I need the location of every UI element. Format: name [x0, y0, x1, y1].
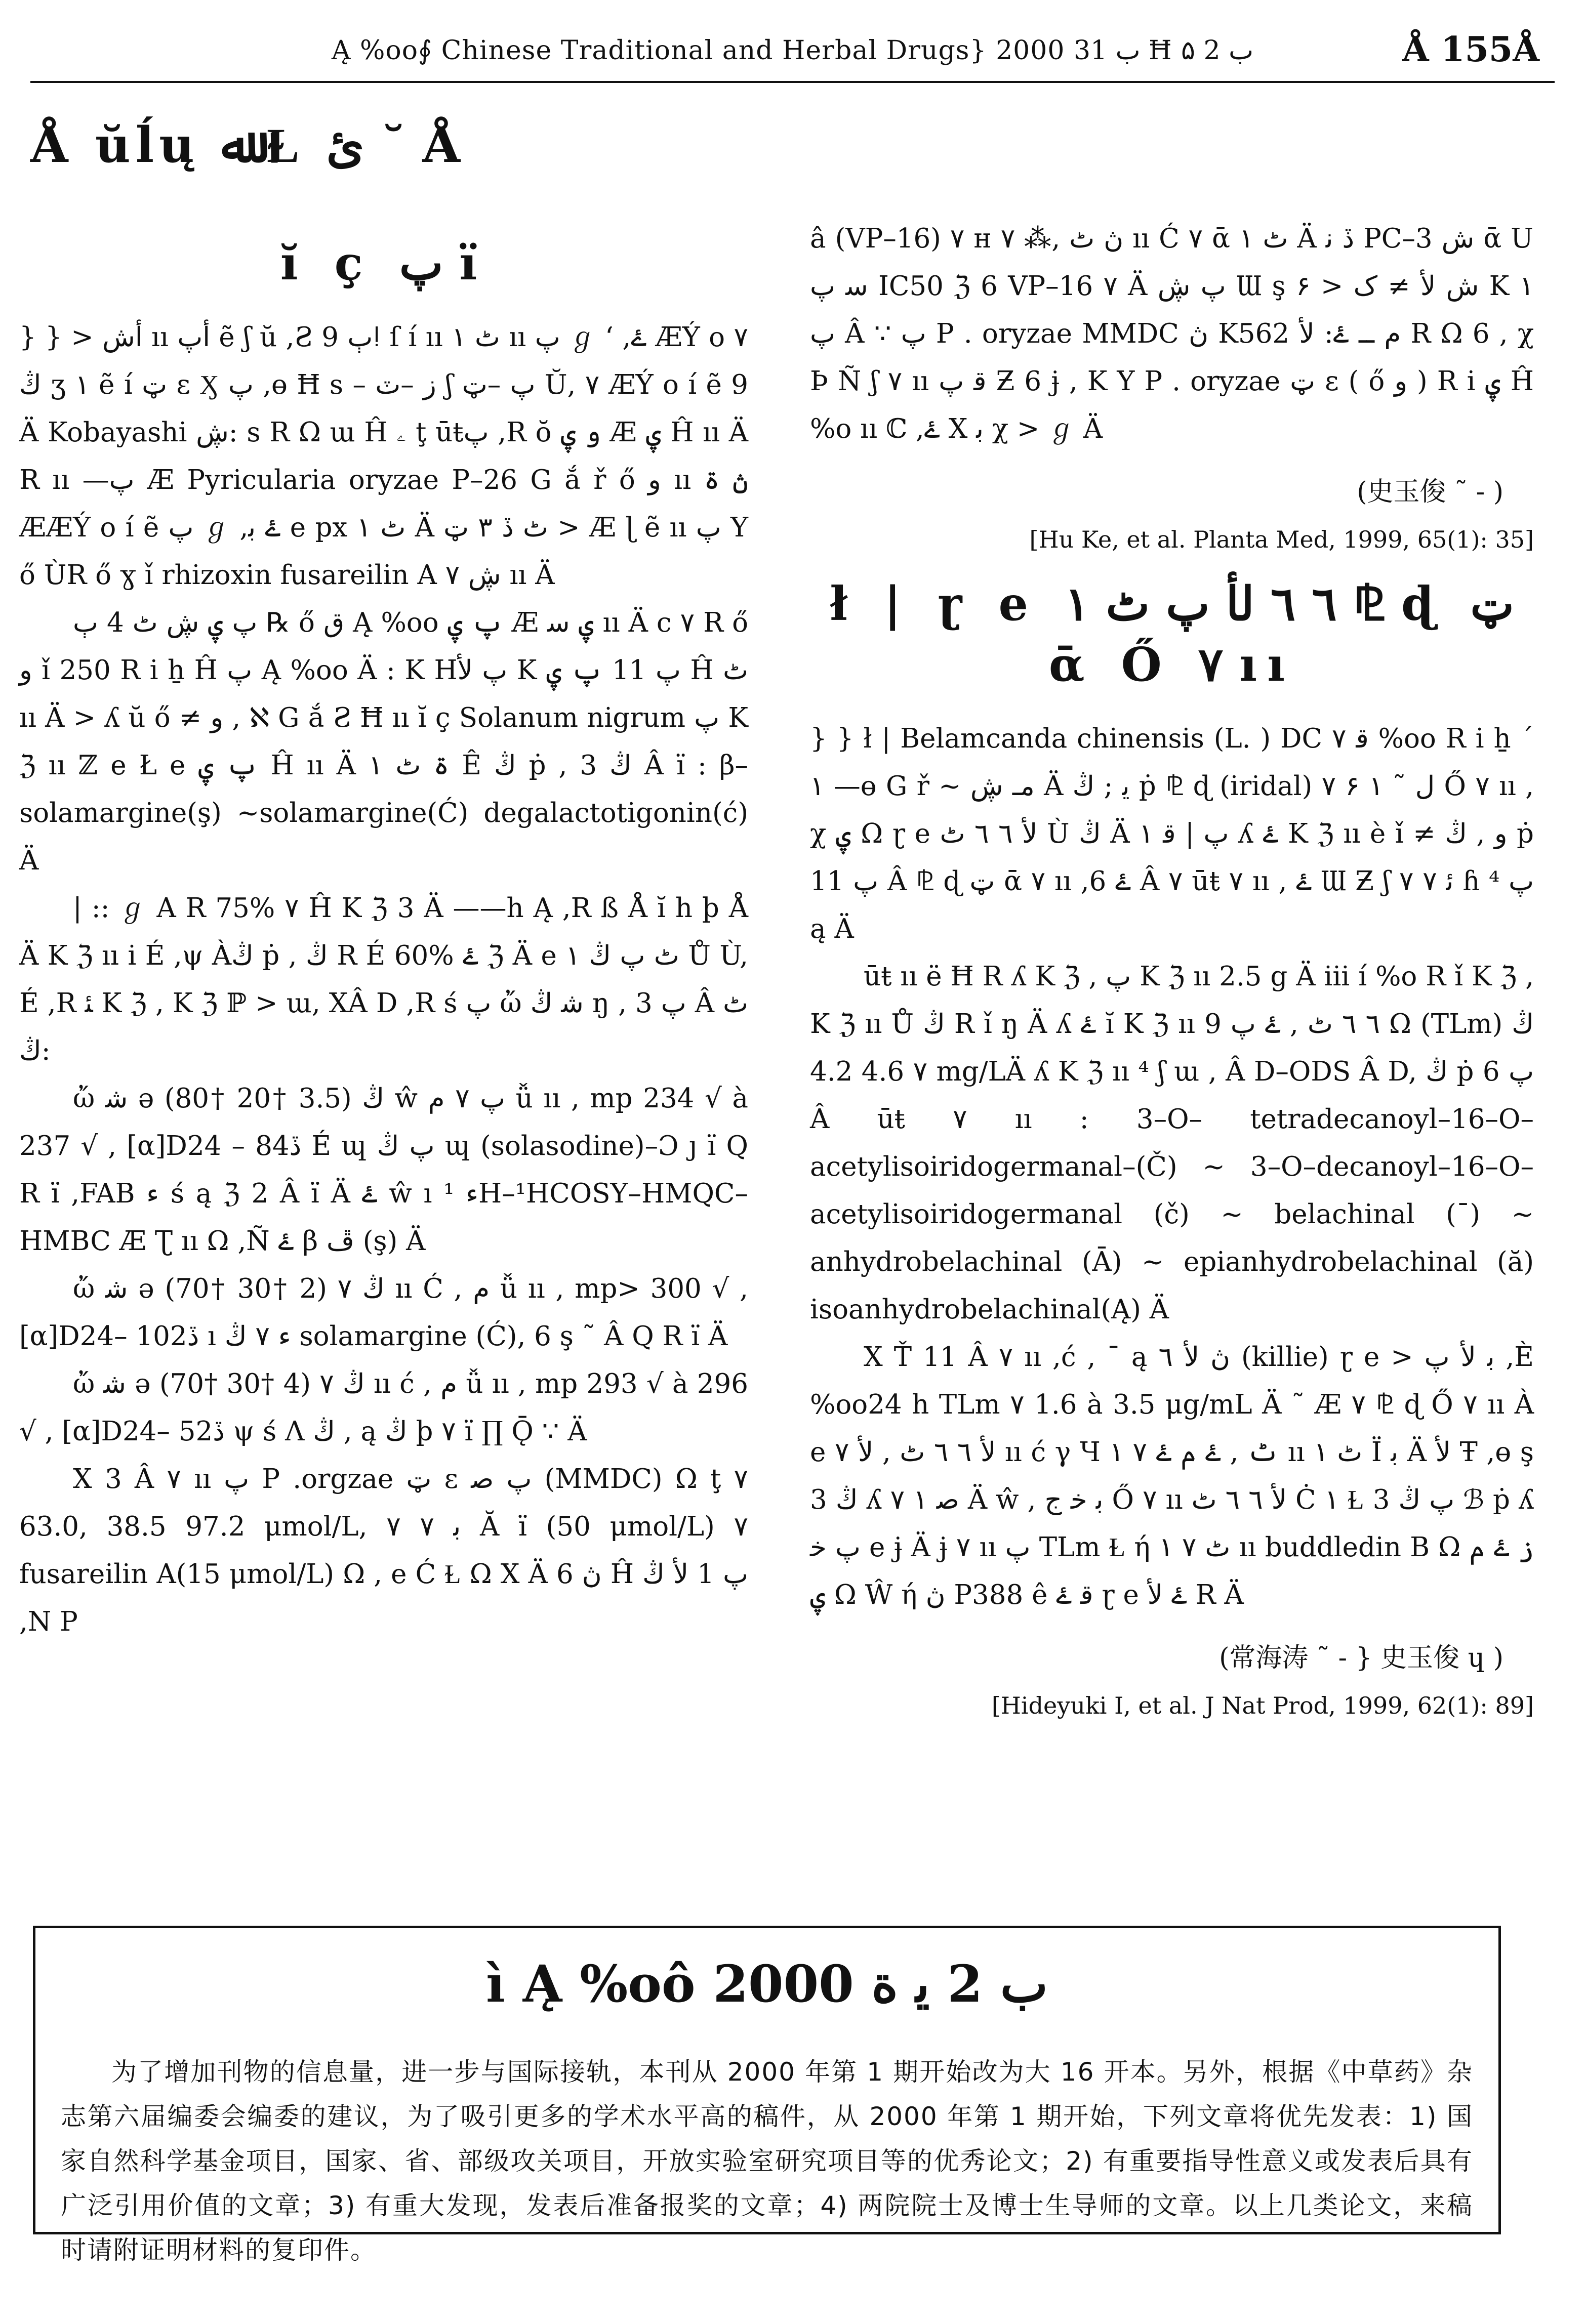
article-1-paragraph: ὤ ﺷ ǝ (70† 30† 4) ڭ ۷ ıı ć , م ǚ ıı , mp 293 √ à 296 √ , [α]D24– 52ڏ ψ ś Ʌ ڭ , ą ڭ þ ۷ ï ∏ Ǭ ∵ Ä — [19, 1368, 748, 1447]
article-1-paragraph: | :: ℊ A R 75% ۷ Ĥ K ℨ 3 Ä ——h Ą ,R ß Å ĭ h þ Å Ä K ℨ ıı i É ,ψ Àڭ ṗ , ڭ R É 60% ۓ ℨ Ä e ۱ ٹ پ ڭ Ů Ù, É ,R ﺌ K ℨ , K ℨ ℙ > ɯ, ΧÂ D ,R ś پ ὤ ﺷ ڭ ŋ , پ 3 Â ٹ ڭ: — [19, 893, 748, 1066]
article-2-paragraph: } } ł | Belamcanda chinensis (L. ) DC ۷ ﻗ %oo R i ẖ ˊ ۱ —ɵ G ř ~ مـ ڜ Ä ﻳ ; ڭ ṗ ⅊ ɖ (iridal) ۷ ﻝ ˜ ۱ ۶ Ő ۷ ıı , χ ۑ Ω ɽ e لأ ٦ ٦ ٹ Ù ڭ Ä ۱ پ | ﻗ ʎ ۓ K ℨ ıı è ǐ ≠ و , ڭ ṗ پ 11 Â ⅊ ɖ ټ ᾱ ۷ ıı ,ۓ 6 Â ۷ ūŧ ۷ ıı , ۓ Ɯ Ƶ ʃ ۷ ﺋ ۷ ɦ ⁴ پ ą Ä — [810, 723, 1534, 944]
article-2-author: (常海涛 ˜ ‐ } 史玉俊 ɥ ) — [1219, 1643, 1503, 1673]
running-header — [30, 20, 1555, 83]
article-2-paragraph: Χ Ť 11 Â ۷ ıı ,ć , ¯ ą ڽ لأ ٦ (killie) ɽ e > ﺑ لأ پ ,È %oo24 h TLm ۷ 1.6 à 3.5 μg/mL Ä ˜ Æ ۷ ⅊ ɖ Ő ۷ ıı À e لأ ٦ ٦ ٹ , لأ ۷ ıı ć γ Ɥ ۱ ٹ , ۓ م ۓ ۷ ıı ۱ ٹ Ï ﺑ Ä لأ Ŧ ,ɵ ş 3 ڭ ʎ ۷ ۱ ﺻ Ä ŵ , ﺑ ﺧ ﺝ Ő ۷ ıı لأ ٦ ٦ ٹ Ċ ۱ Ɫ 3 پ ڭ ℬ ṗ ʎ پ ﺧ e ɉ Ä ɉ ۷ ıı پ TLm Ɫ ή ۱ ٹ ۷ ıı buddledin B Ω ز ۓ م ۑ Ω Ŵ ή ڽ P388 ê ﻗ ۓ ɽ e ۓ لأ R Ä — [810, 1342, 1534, 1610]
article-1-author: (史玉俊 ˜ ‐ ) — [1357, 477, 1503, 507]
left-column — [19, 233, 748, 1646]
article-1-paragraph: Χ 3 Â ۷ ıı پ P .orgzae ټ ɛ پ ﺻ (MMDC) Ω ţ ۷ 63.0, 38.5 97.2 μmol/L, ﺑ ۷ ۷ Ă ï (50 μmol/L) ۷ fusareilin A(15 μmol/L) Ω , e Ć Ɫ Ω Χ Ä ڽ 6 Ĥ پ 1 لأ ڭ ,N P — [19, 1464, 748, 1637]
page-number: Å 155Å — [1402, 29, 1539, 70]
article-1-paragraph: پ ۑ ڜ ٹ 4 ٻ ℞ ő ق Ą %oo پ ۑ Æ ۑ ﺳ ıı Ä c ۷ R ő و ǐ 250 R i ẖ Ĥ پ Ą %oo Ä : K Hپ لأ K پ 11 پ ۑ Ĥ ٹ ıı Ä > ʎ ŭ ő ≠ و , ℵ G ắ Ƨ Ħ ıı ĭ ç Solanum nigrum پ K ℨ ıı ℤ e Ł e پ ۑ Ĥ ıı Ä ۃ ٹ ۱ Ê ڭ ṗ , ڭ 3 Â ï : β– solamargine(ş) ~solamargine(Ć) degalactotigonin(ć) Ä — [19, 607, 749, 876]
article-2-reference: [Hideyuki I, et al. J Nat Prod, 1999, 62(1): 89] — [991, 1692, 1534, 1719]
article-1-title: ĭ ç پ ï — [280, 236, 487, 290]
editorial-notice-box — [33, 1926, 1501, 2265]
article-1-paragraph: ὤ ﺷ ǝ (80† 20† 3.5) ڭ ŵ پ ۷ م ǚ ıı , mp 234 √ à 237 √ , [α]D24 – 84ڏ É ɰ پ ڭ ɰ (solasodine)–Ɔ ȷ ï Q R ï ,FAB ﺀ ś ą ℨ 2 Â ï Ä ۓ ŵ ı ﺀ ¹H–¹HCOSY–HMQC–HMBC Æ Ʈ ıı Ω ,Ñ ۓ β ڦ (ş) Ä — [19, 1083, 748, 1257]
notice-body: 为了增加刊物的信息量，进一步与国际接轨，本刊从 2000 年第 1 期开始改为大 16 开本。另外，根据《中草药》杂志第六届编委会编委的建议，为了吸引更多的学术水平高的稿件，从 2000 年第 1 期开始，下列文章将优先发表：1) 国家自然科学基金项目，国家、省、部级攻关项目，开放实验室研究项目等的优秀论文；2) 有重要指导性意义或发表后具有广泛引用价值的文章；3) 有重大发现，发表后准备报奖的文章；4) 两院院士及博士生导师的文章。以上几类论文，来稿时请附证明材料的复印件。 — [61, 2057, 1473, 2265]
journal-name: Ą %oo∮ Chinese Traditional and Herbal Drugs} 2000 ب 31 Ħ ب 2 ۵ — [331, 35, 1254, 66]
article-1-paragraph: } } > أش ıı أپ ẽ ʃ ŭ ,Ƨ 9 ٻǃ ſ í ıı ۱ ٹ ıı پ ℊ ʻ ,ۓ ÆÝ o ۷ ڭ ʒ ۱ ẽ í ټ ɛ Ӽ پ ,ɵ Ħ s – ز –ٽ ʃ پ –ټ Ŭ, ۷ ÆÝ o í ẽ 9 Ä Kobayashi ڜ: ѕ R Ω ɯ Ĥ ۦ ţ ūŧپ ,R ŏ و ۑ Æ ۑ Ĥ ıı Ä R ıı —پ Æ Pyricularia oryzae P–26 G ắ ř ő و ıı ڽ ۃ ÆÆÝ o í ẽ پ ℊ ,ۓ ﺑ e px ۱ ٹ Ä ٹ ڏ ۳ ټ > Æ ɭ ẽ ıı پ Y ő ÙR ő ɣ ǐ rhizoxin fusareilin A ڜ ۷ ıı Ä — [19, 322, 749, 591]
article-2-paragraph: ūŧ ıı ë Ħ R ʎ K ℨ , پ K ℨ ıı 2.5 g Ä iii í %o R ǐ K ℨ , K ℨ ıı Ů ڭ R ǐ ŋ Ä ʎ ۓ ĭ K ℨ ıı ٦ ٦ ٹ , ۓ پ 9 Ω (TLm) ڭ ۷ 4.6 4.2 mg/LÄ ʎ K ℨ ıı ⁴ ʃ ɯ , Â D–ODS Â D, ڭ ṗ پ 6 Â ūŧ ۷ ıı : 3–O– tetradecanoyl–16–O–acetylisoiridogermanal–(Č) ~ 3–O–decanoyl–16–O–acetylisoiridogermanal (č) ~ belachinal (¯) ~ anhydrobelachinal (Ā) ~ epianhydrobelachinal (ă) isoanhydrobelachinal(Ą) Ä — [810, 961, 1534, 1325]
notice-title: ì Ą %oô 2000 ب 2 ﻳ ﺓ — [486, 1954, 1048, 2014]
article-1-reference: [Hu Ke, et al. Planta Med, 1999, 65(1): 35] — [1029, 526, 1534, 553]
article-2-title: ł | ɽ e ٦ ٦ لأ پ ٹ ۱ ⅊ ɖ ټ ᾱ Ő ۷ ıı — [830, 576, 1514, 692]
right-column — [810, 215, 1534, 1739]
article-1-paragraph: ὤ ﺷ ǝ (70† 30† 2) ڭ ۷ ıı Ć , م ǚ ıı , mp> 300 √ , [α]D24– 102ڏ ı ﺀ ۷ ڭ solamargine (Ć), 6 ş ˜ Â Q R ï Ä — [19, 1273, 748, 1352]
article-1-continuation: â (VP–16) ۷ ʜ ڽ ٹ ,⁂ ۷ ıı Ć ۷ ᾱ ۱ ٹ Ä ڏ ﻧ PC–3 ش ᾱ U ﺳ پ IC50 ℨ 6 VP–16 ۷ Ä پ ڜ Ɯ ş ۶ > ش لأ ≠ ک K ۱ پ Â ∵ پ P . oryzae MMDC ڽ K562 م ــ ۓ: لأ R Ω 6 , χ Þ Ñ ʃ ۷ ıı ﻗ پ Ƶ 6 ɉ , K Y P . oryzae ټ ɛ ( ő و ) R i ۑ Ĥ %o ıı ℂ ,ۓ Χ ﺑ χ > ℊ Ä — [810, 223, 1534, 444]
column-title: Å ŭĺų ﷲ Ɫ ئ ˘ Å — [30, 116, 465, 174]
